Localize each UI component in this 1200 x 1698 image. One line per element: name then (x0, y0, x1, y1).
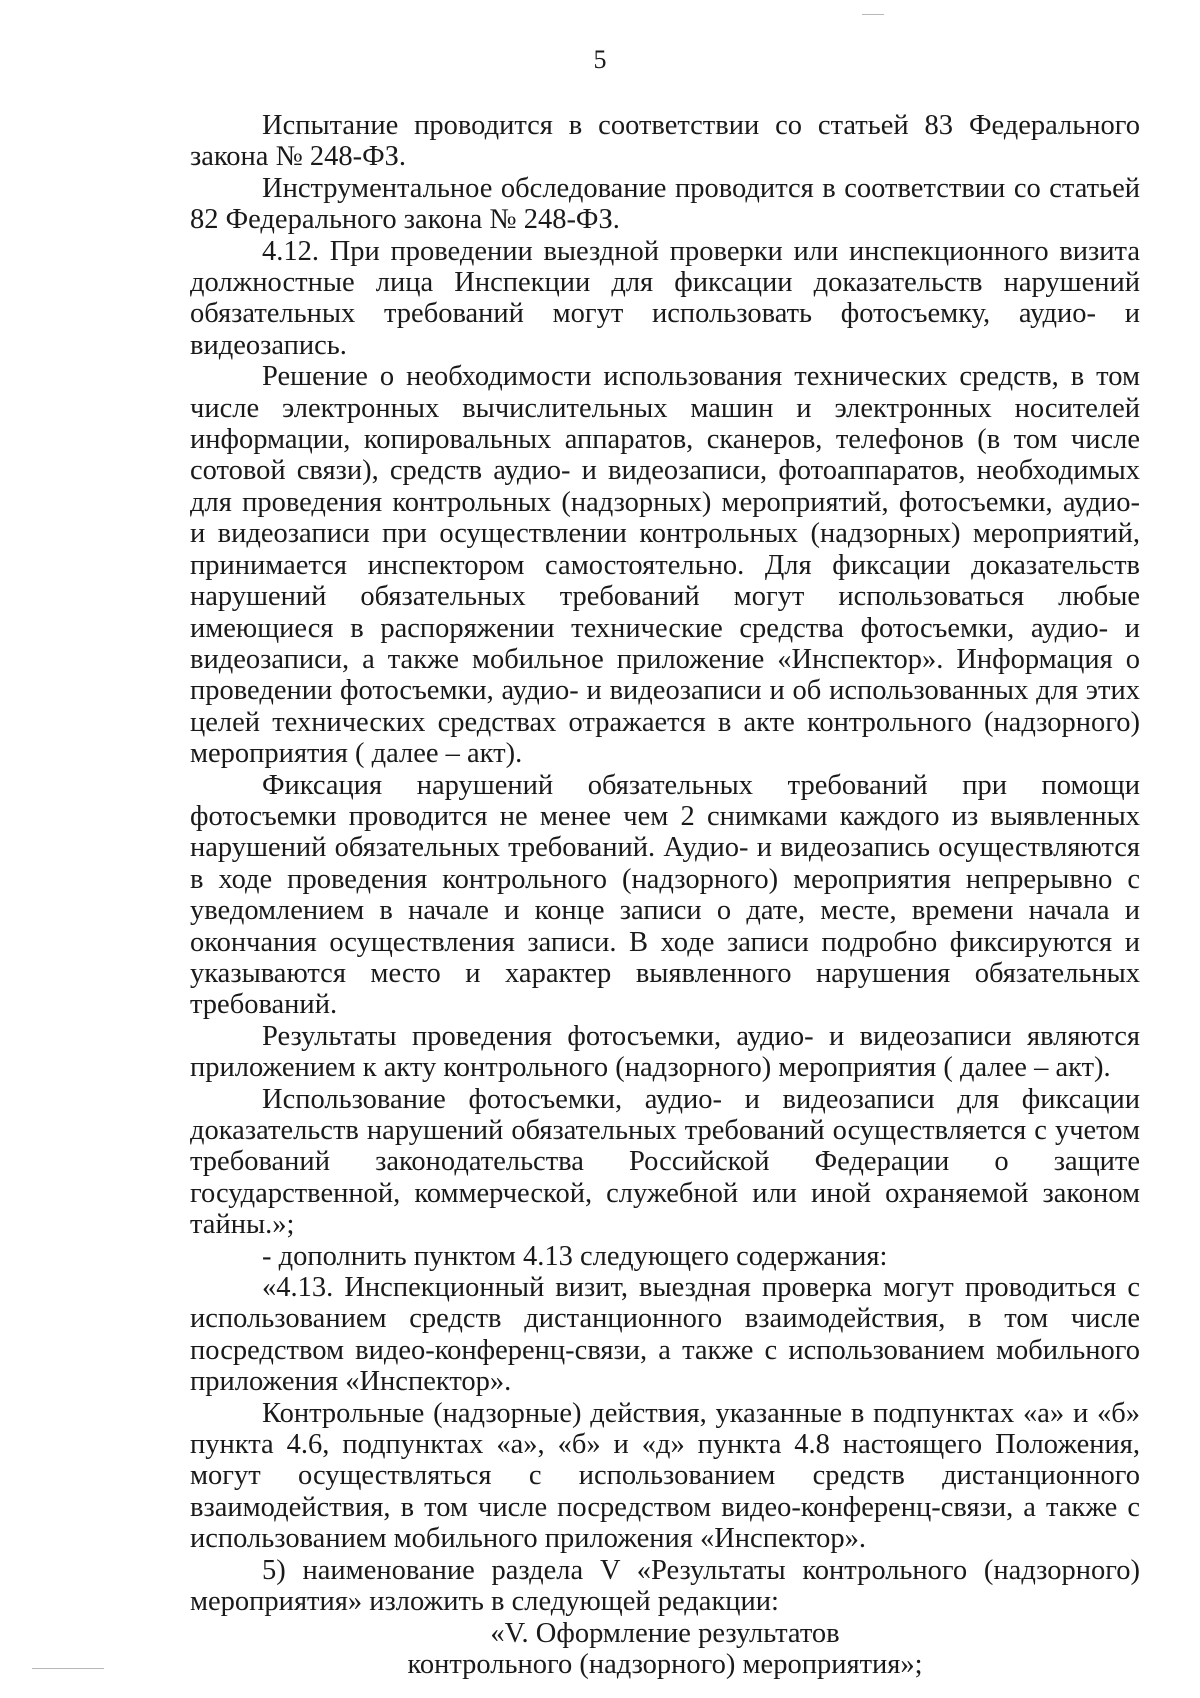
paragraph-testing: Испытание проводится в соответствии со статьей 83 Федерального закона № 248-ФЗ. (190, 110, 1140, 173)
paragraph-instrumental-survey: Инструментальное обследование проводится в соответствии со статьей 82 Федерального закона № 248-ФЗ. (190, 172, 1140, 236)
paragraph-4-12: 4.12. При проведении выездной проверки или инспекционного визита должностные лица Инспекции для фиксации доказательств нарушений обязательных требований могут использовать фотосъемку, аудио- и видеозапись. (190, 235, 1140, 361)
paragraph-technical-means: Решение о необходимости использования технических средств, в том числе электронных вычислительных машин и электронных носителей информации, копировальных аппаратов, сканеров, телефонов (в том числе сотовой связи), средств аудио- и видеозаписи, фотоаппаратов, необходимых для проведения контрольных (надзорных) мероприятий, фотосъемки, аудио- и видеозаписи при осуществлении контрольных (надзорных) мероприятий, принимается инспектором самостоятельно. Для фиксации доказательств нарушений обязательных требований могут использоваться любые имеющиеся в распоряжении технические средства фотосъемки, аудио- и видеозаписи, а также мобильное приложение «Инспектор». Информация о проведении фотосъемки, аудио- и видеозаписи и об использованных для этих целей технических средствах отражается в акте контрольного (надзорного) мероприятия ( далее – акт). (190, 361, 1140, 770)
section-heading-line-1: «V. Оформление результатов (490, 1617, 840, 1649)
paragraph-remote-actions: Контрольные (надзорные) действия, указанные в подпунктах «а» и «б» пункта 4.6, подпунктах «а», «б» и «д» пункта 4.8 настоящего Положения, могут осуществляться с использованием средств дистанционного взаимодействия, в том числе посредством видео-конференц-связи, а также с использованием мобильного приложения «Инспектор». (190, 1397, 1140, 1555)
paragraph-results-attachment: Результаты проведения фотосъемки, аудио- и видеозаписи являются приложением к акту контрольного (надзорного) мероприятия ( далее – акт). (190, 1020, 1140, 1084)
paragraph-secrecy: Использование фотосъемки, аудио- и видеозаписи для фиксации доказательств нарушений обязательных требований осуществляется с учетом требований законодательства Российской Федерации о защите государственной, коммерческой, служебной или иной охраняемой законом тайны.»; (190, 1083, 1140, 1241)
paragraph-section-v-rename: 5) наименование раздела V «Результаты контрольного (надзорного) мероприятия» изложить в следующей редакции: (190, 1554, 1140, 1618)
paragraph-photo-fixation: Фиксация нарушений обязательных требований при помощи фотосъемки проводится не менее чем 2 снимками каждого из выявленных нарушений обязательных требований. Аудио- и видеозапись осуществляются в ходе проведения контрольного (надзорного) мероприятия непрерывно с уведомлением в начале и конце записи о дате, месте, времени начала и окончания осуществления записи. В ходе записи подробно фиксируются и указываются место и характер выявленного нарушения обязательных требований. (190, 769, 1140, 1021)
scan-mark-top (862, 14, 884, 15)
page-number: 5 (593, 45, 607, 74)
section-heading-line-2: контрольного (надзорного) мероприятия»; (407, 1648, 923, 1680)
paragraph-add-4-13: - дополнить пунктом 4.13 следующего содержания: (262, 1240, 888, 1272)
paragraph-4-13: «4.13. Инспекционный визит, выездная проверка могут проводиться с использованием средств дистанционного взаимодействия, в том числе посредством видео-конференц-связи, а также с использованием мобильного приложения «Инспектор». (190, 1272, 1140, 1398)
scan-mark-bottom-left (32, 1668, 104, 1669)
document-body (190, 110, 1140, 1680)
